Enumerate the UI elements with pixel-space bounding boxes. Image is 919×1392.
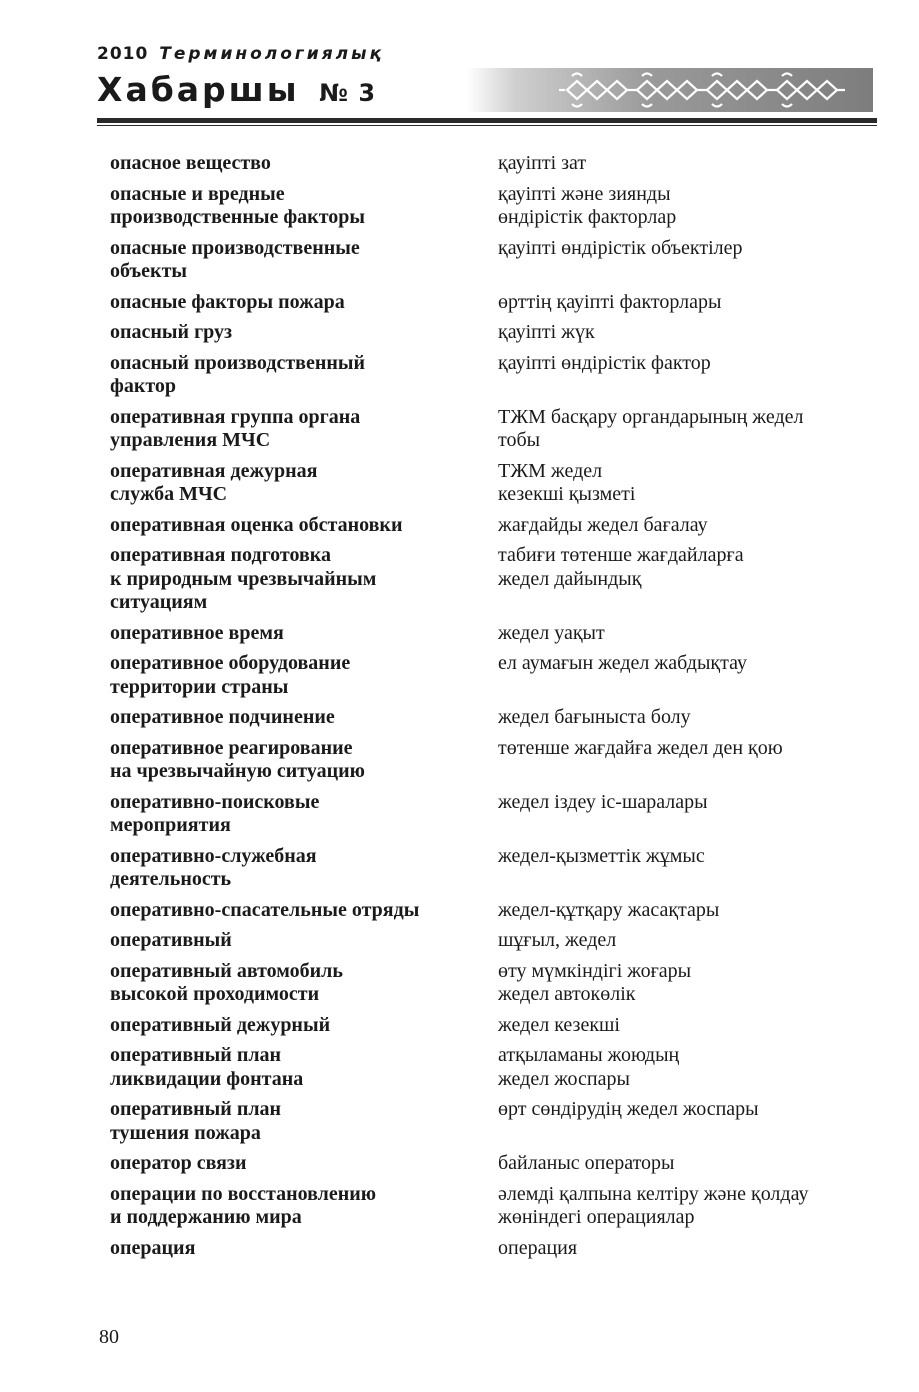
term-russian [110,544,498,615]
term-russian [110,960,498,1007]
term-russian [110,352,498,399]
term-row [110,1014,870,1038]
term-kazakh [498,791,870,838]
term-russian-line: оперативное подчинение [110,706,335,728]
term-kazakh-line: жөніндегі операциялар [498,1206,695,1228]
term-russian [110,899,498,923]
term-row [110,845,870,892]
ornament-pattern-icon [467,68,873,112]
term-kazakh [498,406,870,453]
term-russian-line: оперативная оценка обстановки [110,513,403,536]
term-russian-line: оперативное оборудование [110,652,351,674]
term-kazakh-line: қауіпті зат [498,152,587,174]
term-row [110,1098,870,1145]
term-kazakh [498,321,870,345]
term-kazakh-line: қауіпті жүк [498,321,595,343]
term-russian-line: оперативное время [110,621,284,644]
term-kazakh-line: шұғыл, жедел [498,929,617,951]
term-russian-line: оперативно-служебная [110,844,317,867]
term-kazakh-line: ТЖМ жедел [498,459,603,482]
header-rule-thin [97,125,877,126]
term-russian-line: опасные производственные [110,236,360,259]
term-russian [110,1014,498,1038]
term-russian-line: к природным чрезвычайным [110,567,377,590]
term-kazakh [498,1183,870,1230]
term-russian-line: производственные факторы [110,206,365,228]
term-kazakh-line: операция [498,1236,578,1259]
term-russian [110,737,498,784]
term-kazakh-line: жедел кезекші [498,1013,620,1036]
term-kazakh [498,1237,870,1261]
term-kazakh [498,845,870,892]
term-russian [110,1152,498,1176]
term-russian-line: мероприятия [110,814,231,836]
term-kazakh-line: кезекші қызметі [498,483,636,505]
term-kazakh [498,899,870,923]
header-title: Хабаршы [97,70,300,109]
term-kazakh-line: жедел дайындық [498,567,642,590]
term-russian-line: оперативный автомобиль [110,959,343,982]
term-kazakh [498,183,870,230]
term-list [110,152,870,1267]
term-kazakh [498,706,870,730]
term-russian [110,1098,498,1145]
term-kazakh-line: байланыс операторы [498,1152,675,1174]
term-row [110,622,870,646]
term-russian-line: оперативный план [110,1044,282,1066]
term-kazakh-line: жағдайды жедел бағалау [498,513,708,536]
term-row [110,929,870,953]
term-russian [110,183,498,230]
term-russian-line: опасное вещество [110,152,271,174]
term-russian-line: опасные и вредные [110,182,285,205]
term-kazakh [498,544,870,615]
term-row [110,514,870,538]
term-kazakh-line: әлемді қалпына келтіру және қолдау [498,1182,809,1205]
term-row [110,352,870,399]
term-row [110,1044,870,1091]
term-row [110,406,870,453]
term-kazakh-line: өту мүмкіндігі жоғары [498,959,692,982]
term-russian-line: оперативная дежурная [110,459,318,482]
term-kazakh-line: жедел-қызметтік жұмыс [498,844,705,867]
term-kazakh-line: өрт сөндірудің жедел жоспары [498,1098,759,1120]
term-kazakh [498,960,870,1007]
term-kazakh [498,929,870,953]
term-russian-line: операции по восстановлению [110,1182,377,1205]
term-russian-line: оперативный дежурный [110,1013,331,1036]
term-russian-line: оперативный [110,929,232,951]
term-kazakh [498,237,870,284]
term-row [110,737,870,784]
header-issue: № 3 [319,79,377,107]
term-row [110,1152,870,1176]
header-title-line [97,70,376,109]
term-row [110,321,870,345]
header-year: 2010 [97,44,149,64]
term-row [110,183,870,230]
term-row [110,706,870,730]
term-row [110,460,870,507]
term-row [110,1183,870,1230]
term-row [110,652,870,699]
term-russian-line: тушения пожара [110,1121,261,1144]
term-kazakh-line: өрттің қауіпті факторлары [498,290,722,313]
term-russian-line: оперативная подготовка [110,544,331,566]
term-russian [110,1044,498,1091]
term-russian-line: операция [110,1236,196,1259]
term-row [110,1237,870,1261]
term-kazakh [498,152,870,176]
term-russian-line: ликвидации фонтана [110,1067,304,1090]
header-line [97,44,384,64]
term-kazakh-line: табиғи төтенше жағдайларға [498,544,744,566]
term-russian-line: фактор [110,375,177,397]
term-kazakh-line: жедел бағыныста болу [498,706,691,728]
term-russian-line: деятельность [110,868,232,890]
term-kazakh-line: ТЖМ басқару органдарының жедел [498,405,804,428]
term-russian [110,929,498,953]
term-row [110,237,870,284]
term-row [110,960,870,1007]
term-russian-line: опасный груз [110,321,233,343]
term-russian [110,1183,498,1230]
term-russian [110,321,498,345]
term-russian [110,406,498,453]
term-russian-line: территории страны [110,675,289,698]
term-kazakh-line: ел аумағын жедел жабдықтау [498,652,747,674]
term-russian-line: управления МЧС [110,429,271,451]
term-russian [110,791,498,838]
term-kazakh-line: жедел-құтқару жасақтары [498,898,720,921]
term-russian-line: на чрезвычайную ситуацию [110,760,365,782]
term-kazakh [498,460,870,507]
term-russian [110,706,498,730]
term-russian-line: и поддержанию мира [110,1206,302,1228]
term-kazakh [498,1098,870,1145]
term-kazakh-line: қауіпті және зиянды [498,182,671,205]
term-russian-line: оперативно-поисковые [110,790,320,813]
term-russian-line: высокой проходимости [110,983,320,1005]
term-kazakh [498,1044,870,1091]
term-russian [110,291,498,315]
term-row [110,791,870,838]
term-row [110,899,870,923]
term-russian-line: опасные факторы пожара [110,290,345,313]
term-kazakh [498,352,870,399]
term-kazakh-line: жедел автокөлік [498,983,636,1005]
term-kazakh [498,1014,870,1038]
term-kazakh-line: атқыламаны жоюдың [498,1044,680,1066]
term-kazakh-line: қауіпті өндірістік объектілер [498,236,743,259]
term-kazakh-line: қауіпті өндірістік фактор [498,351,711,374]
term-row [110,152,870,176]
term-russian [110,460,498,507]
page-header [97,44,877,128]
term-russian [110,237,498,284]
term-kazakh-line: жедел жоспары [498,1067,630,1090]
term-row [110,544,870,615]
term-russian [110,622,498,646]
header-subtitle: Терминологиялық [159,44,384,64]
term-kazakh-line: өндірістік факторлар [498,206,677,228]
term-russian [110,652,498,699]
term-russian-line: оператор связи [110,1152,247,1174]
page-number: 80 [99,1326,119,1348]
term-russian [110,1237,498,1261]
term-kazakh [498,652,870,699]
term-russian [110,845,498,892]
term-kazakh [498,622,870,646]
term-russian [110,152,498,176]
term-kazakh-line: тобы [498,429,541,451]
term-kazakh [498,737,870,784]
term-kazakh-line: төтенше жағдайға жедел ден қою [498,736,783,759]
term-russian-line: оперативное реагирование [110,736,353,759]
term-kazakh [498,291,870,315]
term-russian-line: объекты [110,260,188,282]
term-kazakh [498,514,870,538]
term-russian-line: оперативный план [110,1098,282,1120]
term-russian-line: опасный производственный [110,351,366,374]
header-rule-thick [97,118,877,123]
term-kazakh [498,1152,870,1176]
term-kazakh-line: жедел іздеу іс-шаралары [498,790,708,813]
term-russian-line: ситуациям [110,591,208,613]
term-russian-line: оперативно-спасательные отряды [110,898,420,921]
term-kazakh-line: жедел уақыт [498,621,605,644]
term-russian [110,514,498,538]
term-row [110,291,870,315]
term-russian-line: служба МЧС [110,483,228,505]
ornament-band [467,68,873,112]
term-russian-line: оперативная группа органа [110,405,361,428]
